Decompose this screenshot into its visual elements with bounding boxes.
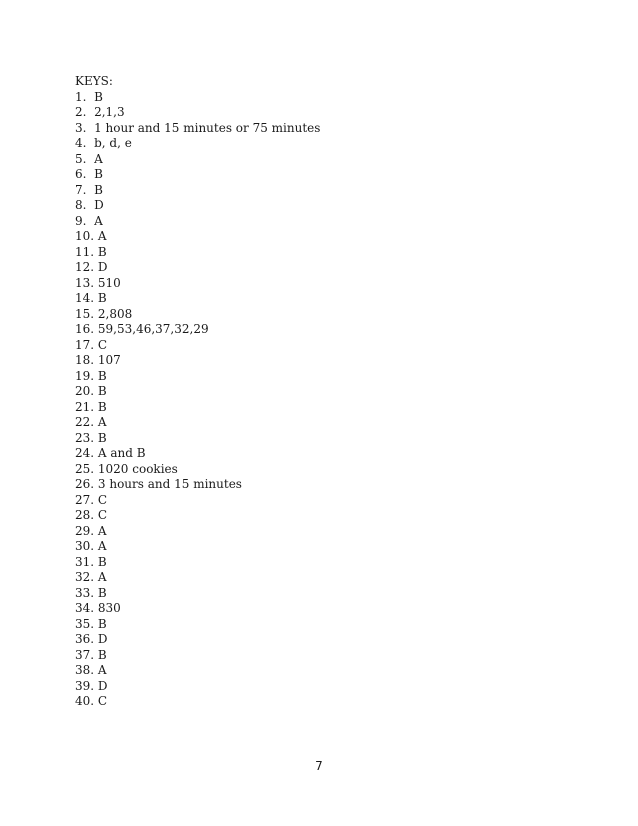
- answer-item: 11. B: [75, 244, 107, 259]
- answer-item: 16. 59,53,46,37,32,29: [75, 322, 209, 336]
- answer-item: 24. A and B: [75, 446, 146, 460]
- answer-item: 3. 1 hour and 15 minutes or 75 minutes: [75, 120, 321, 135]
- answer-item: 32. A: [75, 570, 107, 584]
- answer-item: 36. D: [75, 632, 108, 646]
- answer-item: 18. 107: [75, 353, 121, 367]
- answer-item: 40. C: [75, 694, 108, 708]
- answer-item: 28. C: [75, 508, 108, 522]
- answer-item: 26. 3 hours and 15 minutes: [75, 477, 242, 491]
- answer-item: 25. 1020 cookies: [75, 461, 178, 476]
- answer-item: 39. D: [75, 678, 108, 693]
- answer-item: 37. B: [75, 647, 107, 662]
- answer-item: 19. B: [75, 368, 107, 383]
- answer-item: 21. B: [75, 399, 107, 414]
- answer-item: 6. B: [75, 167, 103, 181]
- answer-list: [75, 90, 320, 710]
- answer-item: 5. A: [75, 151, 103, 166]
- answer-item: 4. b, d, e: [75, 136, 132, 150]
- page-number: 7: [315, 759, 323, 773]
- answer-item: 9. A: [75, 213, 103, 228]
- answer-item: 7. B: [75, 182, 103, 197]
- answer-item: 30. A: [75, 539, 107, 553]
- answer-item: 8. D: [75, 198, 104, 212]
- answer-item: 34. 830: [75, 601, 121, 615]
- answer-item: 29. A: [75, 523, 107, 538]
- answer-item: 31. B: [75, 554, 107, 569]
- answer-item: 20. B: [75, 384, 107, 398]
- answer-item: 2. 2,1,3: [75, 105, 125, 119]
- answer-item: 14. B: [75, 291, 107, 305]
- answer-item: 12. D: [75, 260, 108, 274]
- answer-item: 23. B: [75, 430, 107, 445]
- answer-item: 27. C: [75, 492, 108, 507]
- answer-item: 17. C: [75, 337, 108, 352]
- answer-key: [75, 74, 320, 710]
- answer-item: 35. B: [75, 616, 107, 631]
- answer-item: 38. A: [75, 663, 107, 677]
- answer-item: 15. 2,808: [75, 306, 133, 321]
- answer-item: 33. B: [75, 585, 107, 600]
- answer-item: 13. 510: [75, 275, 121, 290]
- key-heading: KEYS:: [75, 74, 113, 88]
- answer-item: 10. A: [75, 229, 107, 243]
- answer-item: 1. B: [75, 89, 103, 104]
- answer-item: 22. A: [75, 415, 107, 429]
